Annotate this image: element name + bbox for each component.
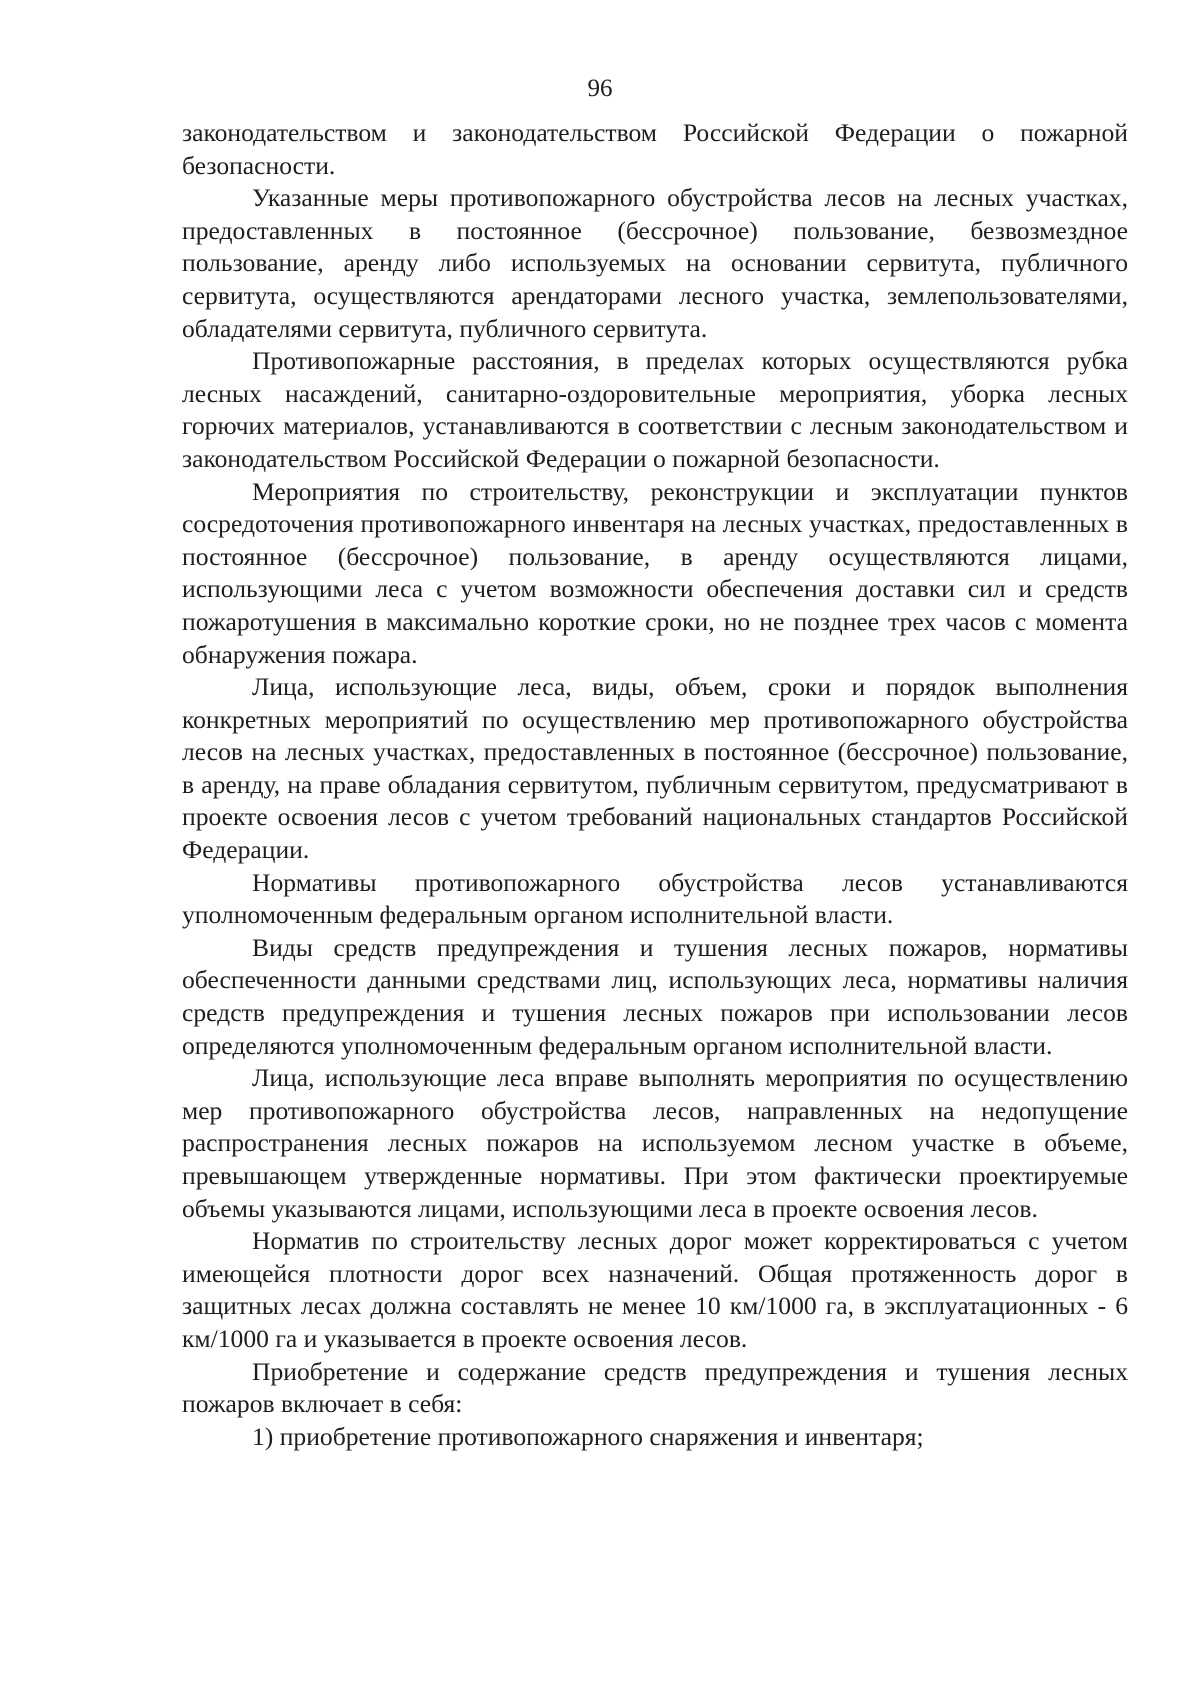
document-body: [182, 117, 1128, 1453]
paragraph-fire-distances: Противопожарные расстояния, в пределах которых осуществляются рубка лесных насаждений, санитарно-оздоровительные мероприятия, уборка лесных горючих материалов, устанавливаются в соответствии с лесным законодательством и законодательством Российской Федерации о пожарной безопасности.: [182, 346, 1128, 473]
paragraph-forest-users-planning: Лица, использующие леса, виды, объем, сроки и порядок выполнения конкретных мероприятий по осуществлению мер противопожарного обустройства лесов на лесных участках, предоставленных в постоянное (бессрочное) пользование, в аренду, на праве обладания сервитутом, публичным сервитутом, предусматривают в проекте освоения лесов с учетом требований национальных стандартов Российской Федерации.: [182, 672, 1128, 865]
page-number: 96: [587, 75, 613, 102]
paragraph-fire-measures-performers: Указанные меры противопожарного обустройства лесов на лесных участках, предоставленных в постоянное (бессрочное) пользование, безвозмездное пользование, аренду либо используемых на основании сервитута, публичного сервитута, осуществляются арендаторами лесного участка, землепользователями, обладателями сервитута, публичного сервитута.: [182, 183, 1128, 343]
paragraph-road-norms: Норматив по строительству лесных дорог может корректироваться с учетом имеющейся плотности дорог всех назначений. Общая протяженность дорог в защитных лесах должна составлять не менее 10 км/1000 га, в эксплуатационных - 6 км/1000 га и указывается в проекте освоения лесов.: [182, 1226, 1128, 1353]
paragraph-acquisition-intro: Приобретение и содержание средств предупреждения и тушения лесных пожаров включает в себя:: [182, 1356, 1128, 1419]
paragraph-equipment-points: Мероприятия по строительству, реконструкции и эксплуатации пунктов сосредоточения противопожарного инвентаря на лесных участках, предоставленных в постоянное (бессрочное) пользование, в аренду осуществляются лицами, использующими леса с учетом возможности обеспечения доставки сил и средств пожаротушения в максимально короткие сроки, но не позднее трех часов с момента обнаружения пожара.: [182, 476, 1128, 669]
paragraph-norms: Нормативы противопожарного обустройства лесов устанавливаются уполномоченным федеральным органом исполнительной власти.: [182, 867, 1128, 930]
paragraph-extra-measures: Лица, использующие леса вправе выполнять мероприятия по осуществлению мер противопожарного обустройства лесов, направленных на недопущение распространения лесных пожаров на используемом лесном участке в объеме, превышающем утвержденные нормативы. При этом фактически проектируемые объемы указываются лицами, использующими леса в проекте освоения лесов.: [182, 1063, 1128, 1223]
paragraph-means-types: Виды средств предупреждения и тушения лесных пожаров, нормативы обеспеченности данными средствами лиц, использующих леса, нормативы наличия средств предупреждения и тушения лесных пожаров при использовании лесов определяются уполномоченным федеральным органом исполнительной власти.: [182, 932, 1128, 1060]
paragraph-continuation: законодательством и законодательством Российской Федерации о пожарной безопасности.: [182, 118, 1128, 180]
list-item-1: 1) приобретение противопожарного снаряжения и инвентаря;: [252, 1421, 924, 1451]
